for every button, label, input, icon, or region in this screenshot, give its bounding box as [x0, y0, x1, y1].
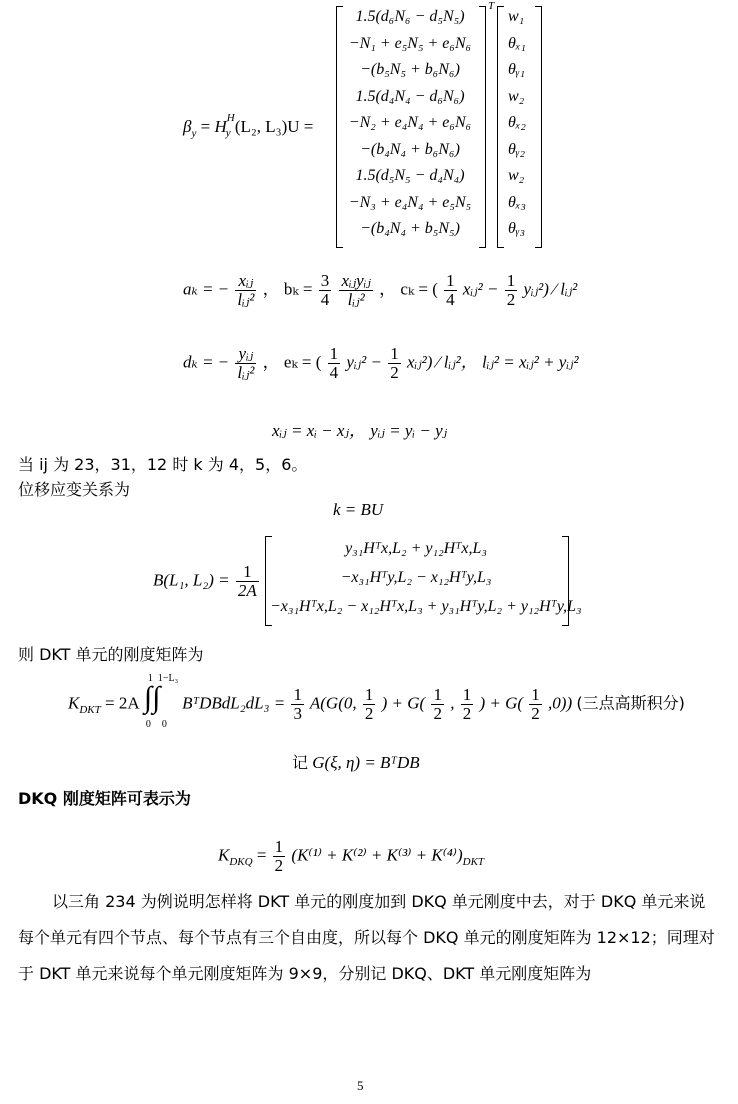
dof-vector-entry: θᵧ₃: [508, 220, 526, 237]
coeff-line-xy: xᵢⱼ = xᵢ − xⱼ， yᵢⱼ = yᵢ − yⱼ: [272, 421, 448, 440]
shape-matrix-row: 1.5(d₆N₆ − d₅N₅): [355, 8, 465, 25]
shape-matrix-row: −N₃ + e₄N₄ + e₅N₅: [348, 193, 472, 211]
shape-matrix-row: 1.5(d₄N₄ − d₆N₆): [355, 87, 465, 105]
vector-right-bracket: [535, 6, 542, 248]
dof-vector-entry: w₂: [508, 87, 525, 105]
shape-matrix-row: −(b₄N₄ + b₆N₆): [360, 140, 460, 158]
text-ij-k: 当 ij 为 23，31，12 时 k 为 4，5，6。: [18, 455, 308, 474]
eq-k-bu: k = BU: [333, 500, 384, 519]
b-matrix-lhs: B(L₁, L₂) = $\frac{1}{2A}$: [153, 562, 257, 600]
text-strain: 位移应变关系为: [18, 480, 131, 499]
dof-vector-entry: w₂: [508, 167, 525, 184]
dof-vector-entry: θᵧ₂: [508, 140, 526, 158]
dof-vector-entry: θₓ₃: [508, 193, 526, 211]
b-matrix-row: −x₃₁Hᵀx,L₂ − x₁₂Hᵀx,L₃ + y₃₁Hᵀy,L₂ + y₁₂Hᵀy,L₃: [270, 598, 582, 615]
dof-vector-entry: θₓ₁: [508, 34, 526, 52]
shape-matrix-row: −(b₅N₅ + b₆N₆): [360, 61, 460, 78]
transpose-mark: T: [488, 0, 495, 12]
b-matrix-row: −x₃₁Hᵀy,L₂ − x₁₂Hᵀy,L₃: [340, 569, 492, 586]
coeff-line-del: dₖ = − $\frac{\text{yᵢⱼ}}{\text{lᵢⱼ²}}$ ， eₖ = ( $\frac{1}{4}$ yᵢⱼ² − $\frac{1}{2}$ xᵢⱼ²) ⁄ lᵢⱼ²， lᵢⱼ² = xᵢⱼ² + yᵢⱼ²: [183, 344, 579, 382]
dof-vector-entry: θₓ₂: [508, 114, 526, 131]
integral-sign: ∫∫: [143, 680, 161, 714]
b-matrix-row: y₃₁Hᵀx,L₂ + y₁₂Hᵀx,L₃: [345, 540, 487, 557]
matrix-right-bracket: [479, 6, 486, 248]
k-dkt-equation: $K_{DKT} = 2A$ ∫∫ 1 1−L₃ 0 0 BᵀDBdL₂dL₃ = $\frac{1}{3}$ A(G(0, $\frac{1}{2}$ ) + G( $\frac{1}{2}$ , $\frac{1}{2}$ ) + G( $\frac{1}{2}$ ,0)) (三点高斯积分): [68, 672, 685, 730]
k-dkq-equation: $K_{DKQ}$ = $\frac{1}{2}$ $(K^{(1)} + K^{(2)} + K^{(3)} + K^{(4)})_{DKT}$: [218, 837, 485, 875]
body-paragraph: 以三角 234 为例说明怎样将 DKT 单元的刚度加到 DKQ 单元刚度中去，对于 DKQ 单元来说每个单元有四个节点、每个节点有三个自由度，所以每个 DKQ 单元的刚度矩阵为 12×12；同理对于 DKT 单元来说每个单元刚度矩阵为 9×9，分别记 DKQ、DKT 单元刚度矩阵为: [18, 892, 715, 983]
shape-matrix-row: −(b₄N₄ + b₅N₅): [360, 220, 460, 237]
vector-left-bracket: [497, 6, 504, 248]
heading-dkq: DKQ 刚度矩阵可表示为: [18, 789, 191, 808]
beta-y-lhs: $\beta_y = H^H_y$ (L₂, L₃)U =: [183, 112, 314, 140]
g-definition: 记 G(ξ, η) = BᵀDB: [292, 753, 420, 772]
shape-matrix-row: −N₂ + e₄N₄ + e₆N₆: [348, 114, 472, 131]
shape-matrix-row: 1.5(d₅N₅ − d₄N₄): [355, 167, 465, 184]
page-number: 5: [357, 1078, 364, 1093]
dof-vector-entry: θᵧ₁: [508, 61, 526, 78]
shape-matrix-row: −N₁ + e₅N₅ + e₆N₆: [348, 34, 472, 52]
text-dkt-stiffness: 则 DKT 单元的刚度矩阵为: [18, 645, 204, 664]
coeff-line-abc: aₖ = − $\frac{\text{xᵢⱼ}}{\text{lᵢⱼ²}}$ ， bₖ = $\frac{3}{4}$ $\frac{\text{xᵢⱼyᵢⱼ}}{\text{lᵢⱼ²}}$ ， cₖ = ( $\frac{1}{4}$ xᵢⱼ² − $\frac{1}{2}$ yᵢⱼ²) ⁄ lᵢⱼ²: [183, 271, 578, 309]
dof-vector-entry: w₁: [508, 8, 525, 25]
